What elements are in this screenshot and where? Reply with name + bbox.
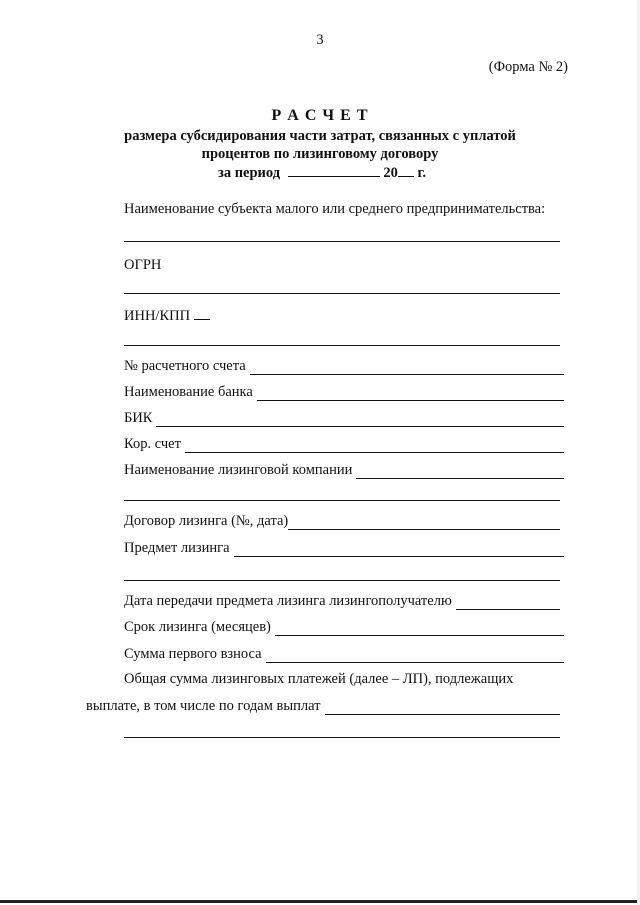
contract-label: Договор лизинга (№, дата): [124, 513, 289, 529]
total-label-1: Общая сумма лизинговых платежей (далее – ЛП), подлежащих: [124, 671, 514, 687]
first-payment-label: Сумма первого взноса: [124, 646, 262, 662]
period-prefix: за период: [218, 165, 281, 181]
leasing-company-row: [124, 461, 564, 479]
inn-kpp-field[interactable]: [124, 345, 560, 346]
transfer-date-label: Дата передачи предмета лизинга лизингополучателю: [124, 593, 452, 609]
ogrn-field[interactable]: [124, 293, 560, 294]
contract-field[interactable]: [288, 516, 560, 530]
contract-row: [124, 512, 560, 530]
account-field[interactable]: [250, 361, 564, 375]
leasing-company-label: Наименование лизинговой компании: [124, 462, 353, 478]
bik-field[interactable]: [156, 413, 564, 427]
transfer-date-row: [124, 592, 560, 610]
inn-kpp-row: [124, 305, 210, 325]
leasing-company-field[interactable]: [356, 465, 564, 479]
total-field[interactable]: [325, 701, 561, 715]
term-row: [124, 618, 564, 636]
form-label: (Форма № 2): [488, 59, 568, 75]
subject-field[interactable]: [234, 543, 564, 557]
term-field[interactable]: [275, 622, 564, 636]
ogrn-label: ОГРН: [124, 257, 162, 273]
term-label: Срок лизинга (месяцев): [124, 619, 271, 635]
leasing-company-field-2[interactable]: [124, 500, 560, 501]
period-year: 20: [383, 165, 398, 181]
page-number: 3: [316, 32, 324, 48]
inn-kpp-short-field[interactable]: [194, 305, 210, 320]
year-blank[interactable]: [398, 162, 414, 177]
subject-name-field[interactable]: [124, 241, 560, 242]
account-row: [124, 357, 564, 375]
period-suffix: г.: [417, 165, 427, 181]
bank-label: Наименование банка: [124, 384, 253, 400]
account-label: № расчетного счета: [124, 358, 246, 374]
first-payment-field[interactable]: [266, 649, 564, 663]
corr-account-field[interactable]: [185, 439, 564, 453]
first-payment-row: [124, 645, 564, 663]
document-title: Р А С Ч Е Т: [271, 107, 369, 124]
corr-account-label: Кор. счет: [124, 436, 181, 452]
bik-row: [124, 409, 564, 427]
bik-label: БИК: [124, 410, 153, 426]
total-label-2: выплате, в том числе по годам выплат: [86, 698, 321, 714]
subject-row: [124, 539, 564, 557]
subject-label: Предмет лизинга: [124, 540, 230, 556]
total-field-2[interactable]: [124, 737, 560, 738]
inn-kpp-label: ИНН/КПП: [124, 308, 191, 324]
bank-row: [124, 383, 564, 401]
corr-account-row: [124, 435, 564, 453]
subject-name-label: Наименование субъекта малого или среднего предпринимательства:: [124, 201, 546, 217]
total-row: [86, 697, 560, 715]
subtitle-line-1: размера субсидирования части затрат, связанных с уплатой: [124, 128, 516, 144]
subject-field-2[interactable]: [124, 580, 560, 581]
page-bottom-edge: [0, 900, 640, 903]
bank-field[interactable]: [257, 387, 564, 401]
transfer-date-field[interactable]: [456, 596, 560, 610]
period-blank[interactable]: [288, 162, 380, 177]
period-line: [218, 162, 426, 182]
subtitle-line-2: процентов по лизинговому договору: [201, 146, 439, 162]
